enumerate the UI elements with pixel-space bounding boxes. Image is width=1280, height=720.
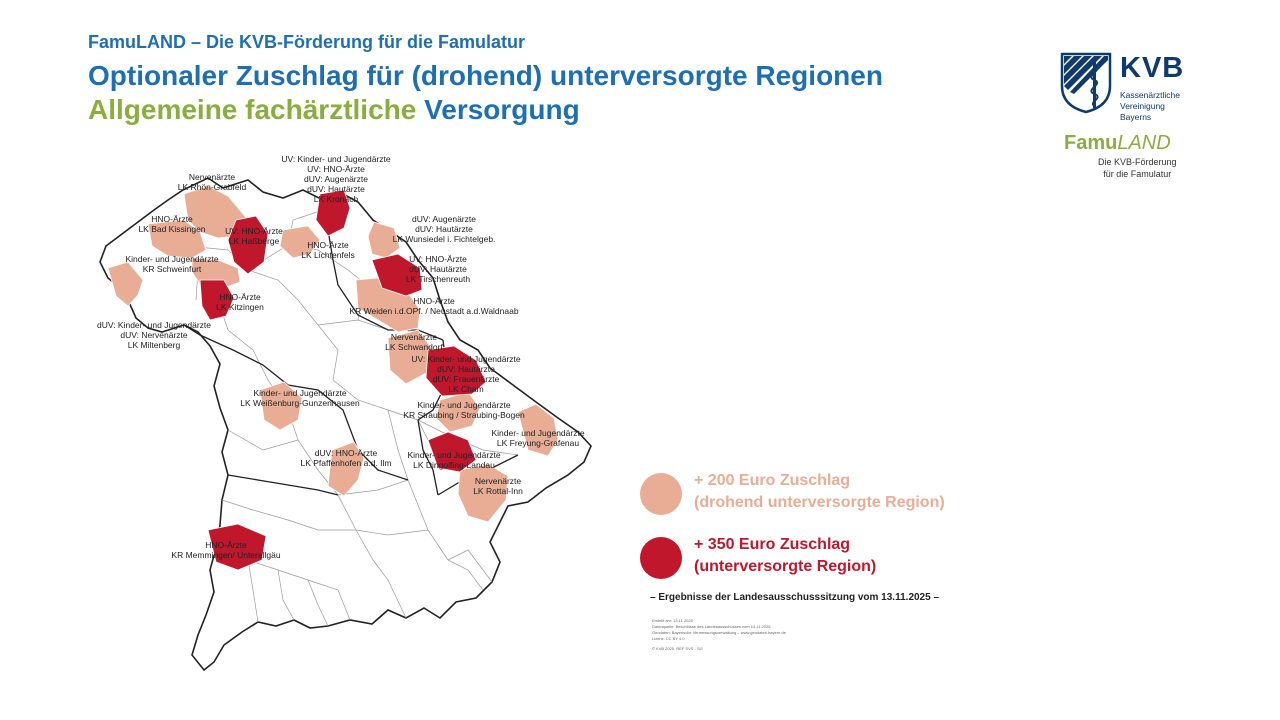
kicker-title: FamuLAND – Die KVB-Förderung für die Famulatur xyxy=(88,32,526,52)
map-label-line: dUV: Hautärzte xyxy=(307,184,365,194)
map-label-line: Kinder- und Jugendärzte xyxy=(491,428,585,438)
kvb-name-line-2: Vereinigung xyxy=(1120,101,1165,111)
map-label-line: LK Haßberge xyxy=(228,236,280,246)
map-label-line: LK Wunsiedel i. Fichtelgeb. xyxy=(392,234,496,244)
result-note: – Ergebnisse der Landesausschusssitzung vom 13.11.2025 – xyxy=(650,592,940,603)
map-label-line: LK Rottal-Inn xyxy=(473,486,523,496)
map-label-tirschenreuth xyxy=(406,254,471,284)
subtitle-green: Allgemeine fachärztliche xyxy=(88,94,417,125)
famuland-suffix: LAND xyxy=(1117,132,1171,154)
fine-print-line-1: Erstellt am: 13.11.2025 xyxy=(652,618,693,623)
map-label-miltenberg xyxy=(97,320,211,350)
famuland-tagline-line-2: für die Famulatur xyxy=(1103,169,1172,179)
map-label-line: UV: Kinder- und Jugendärzte xyxy=(411,354,521,364)
map-label-line: LK Kitzingen xyxy=(216,302,264,312)
map-label-schwandorf xyxy=(385,332,443,352)
fine-print-line-2: Datenquelle: Beschlüsse des Landesausschusses vom 13.11.2025 xyxy=(652,624,771,629)
kvb-abbreviation: KVB xyxy=(1120,52,1185,84)
legend-unterversorgt-line-1: + 350 Euro Zuschlag xyxy=(694,536,851,553)
map-label-line: Kinder- und Jugendärzte xyxy=(417,400,511,410)
fine-print-line-3: Geodaten: Bayerische Vermessungsverwaltung – www.geodaten.bayern.de xyxy=(652,630,786,635)
map-label-line: UV: Kinder- und Jugendärzte xyxy=(281,154,391,164)
map-label-line: dUV: Augenärzte xyxy=(304,174,368,184)
page-title: Optionaler Zuschlag für (drohend) unterversorgte Regionen xyxy=(88,60,883,91)
fine-print-line-5: © KVB 2025, REF SVS - SG xyxy=(652,646,703,651)
map-label-line: dUV: Hautärzte xyxy=(409,264,467,274)
legend-drohend-swatch xyxy=(640,473,682,515)
kvb-logo xyxy=(1060,52,1210,192)
map-label-line: HNO-Ärzte xyxy=(219,292,261,302)
famuland-wordmark xyxy=(1064,132,1171,155)
map-label-line: Kinder- und Jugendärzte xyxy=(125,254,219,264)
famuland-tagline xyxy=(1098,156,1177,180)
map-label-rottal xyxy=(473,476,523,496)
map-label-line: dUV: Kinder- und Jugendärzte xyxy=(96,320,212,330)
map-label-line: HNO-Ärzte xyxy=(205,540,247,550)
legend-unterversorgt-text xyxy=(694,534,876,578)
map-label-line: LK Dingolfing-Landau xyxy=(413,460,495,470)
map-label-line: LK Freyung-Grafenau xyxy=(496,438,580,448)
map-label-weissenburg xyxy=(240,388,360,408)
map-label-line: LK Weißenburg-Gunzenhausen xyxy=(240,398,360,408)
legend-unterversorgt-swatch xyxy=(640,537,682,579)
map-label-line: Nervenärzte xyxy=(474,476,522,486)
map-label-freyung xyxy=(491,428,584,448)
map-label-line: Nervenärzte xyxy=(390,332,438,342)
map-label-line: Kinder- und Jugendärzte xyxy=(253,388,347,398)
map-label-line: HNO-Ärzte xyxy=(151,214,193,224)
legend-drohend-line-1: + 200 Euro Zuschlag xyxy=(694,472,851,489)
map-label-hassberge xyxy=(225,226,283,246)
map-label-line: HNO-Ärzte xyxy=(307,240,349,250)
page-subtitle xyxy=(88,94,580,126)
map-label-line: Kinder- und Jugendärzte xyxy=(407,450,501,460)
famuland-prefix: Famu xyxy=(1064,132,1118,154)
kvb-name-line-1: Kassenärztliche xyxy=(1120,90,1181,100)
map-label-rhoen xyxy=(178,172,247,192)
map-label-line: Nervenärzte xyxy=(188,172,236,182)
map-label-dingolfing xyxy=(407,450,500,470)
fine-print-line-4: Lizenz: CC BY 4.0 xyxy=(652,636,685,641)
map-label-line: dUV: Frauenärzte xyxy=(432,374,500,384)
kvb-name-line-3: Bayerns xyxy=(1120,112,1152,122)
map-label-lichtenfels xyxy=(301,240,354,260)
legend-drohend-line-2: (drohend unterversorgte Region) xyxy=(694,494,945,511)
map-label-line: UV: HNO-Ärzte xyxy=(225,226,283,236)
famuland-tagline-line-1: Die KVB-Förderung xyxy=(1098,157,1177,167)
map-label-line: LK Schwandorf xyxy=(385,342,443,352)
map-label-line: KR Weiden i.d.OPf. / Neustadt a.d.Waldnaab xyxy=(349,306,519,316)
kvb-full-name xyxy=(1120,90,1180,123)
map-label-wunsiedel xyxy=(393,214,496,244)
map-label-line: dUV: Nervenärzte xyxy=(120,330,188,340)
kvb-emblem-icon xyxy=(1060,52,1112,114)
map-label-straubing xyxy=(403,400,525,420)
map-label-line: LK Pfaffenhofen a.d. Ilm xyxy=(300,458,392,468)
map-label-line: KR Memmingen/ Unterallgäu xyxy=(171,550,281,560)
map-label-line: LK Bad Kissingen xyxy=(138,224,206,234)
legend-drohend-text xyxy=(694,470,945,514)
map-label-line: LK Kronach xyxy=(313,194,359,204)
map-label-line: UV: HNO-Ärzte xyxy=(307,164,365,174)
map-label-line: dUV: Hautärzte xyxy=(437,364,495,374)
map-label-line: LK Miltenberg xyxy=(127,340,181,350)
map-label-line: dUV: Hautärzte xyxy=(415,224,473,234)
map-label-line: KR Schweinfurt xyxy=(142,264,202,274)
map-label-line: LK Rhön-Grabfeld xyxy=(177,182,247,192)
map-label-line: UV: HNO-Ärzte xyxy=(409,254,467,264)
map-label-line: LK Lichtenfels xyxy=(301,250,355,260)
map-label-line: LK Tirschenreuth xyxy=(405,274,471,284)
subtitle-blue: Versorgung xyxy=(424,94,580,125)
map-label-line: LK Cham xyxy=(448,384,484,394)
map-label-line: dUV: HNO-Ärzte xyxy=(314,448,378,458)
fine-print xyxy=(652,618,786,652)
map-label-kitzingen xyxy=(216,292,264,312)
map-label-line: HNO-Ärzte xyxy=(413,296,455,306)
legend-unterversorgt-line-2: (unterversorgte Region) xyxy=(694,558,877,575)
map-label-line: dUV: Augenärzte xyxy=(412,214,476,224)
bavaria-district-map xyxy=(88,150,608,680)
map-label-line: KR Straubing / Straubing-Bogen xyxy=(403,410,525,420)
